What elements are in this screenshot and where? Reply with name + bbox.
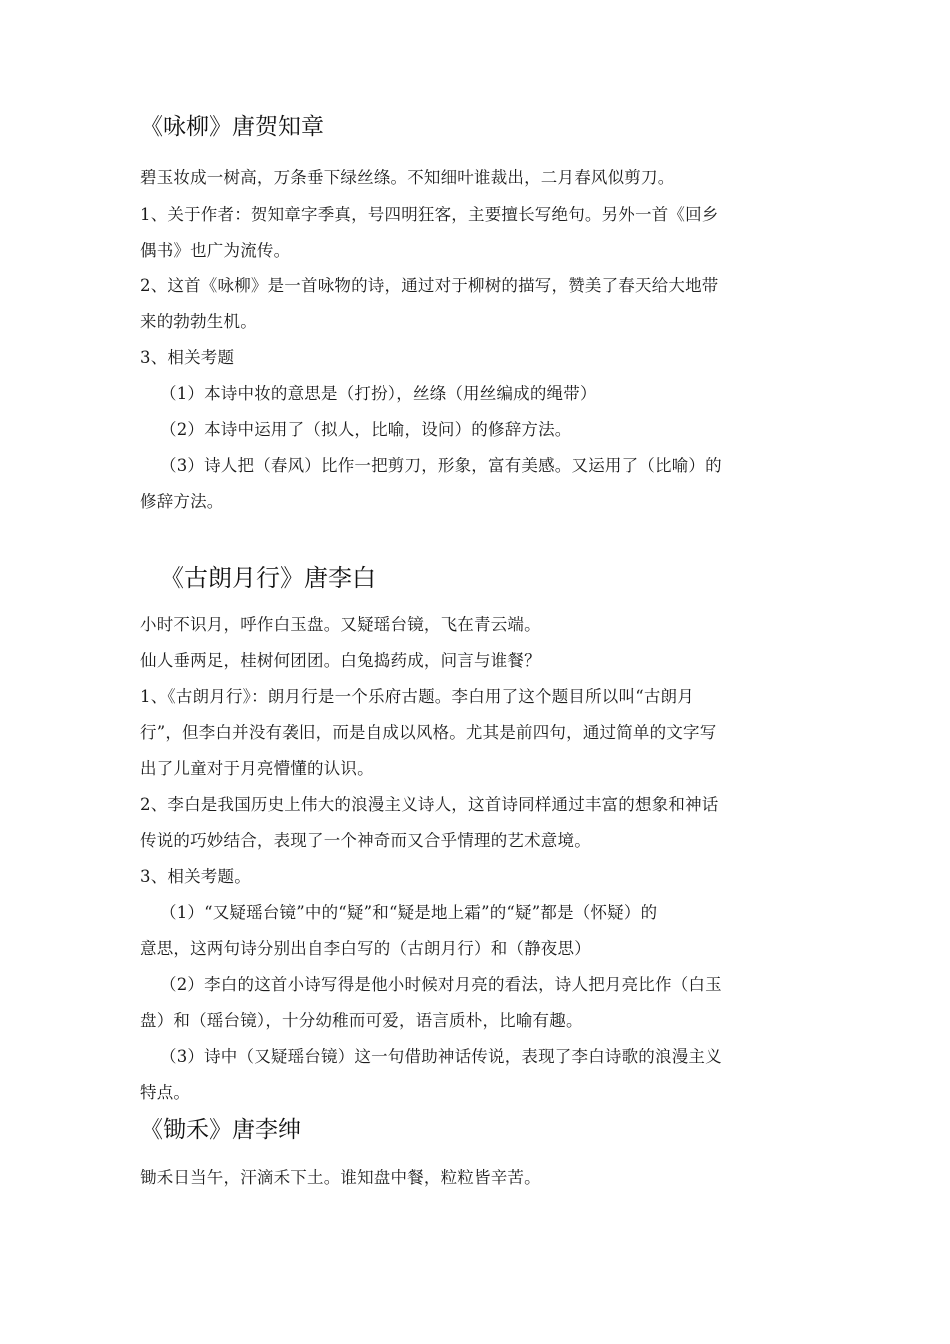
exam-item: （1）“又疑瑶台镜”中的“疑”和“疑是地上霜”的“疑”都是（怀疑）的 [160,903,658,922]
exam-item-cont: 盘）和（瑶台镜），十分幼稚而可爱，语言质朴，比喻有趣。 [140,1011,583,1030]
note-line: 2、这首《咏柳》是一首咏物的诗，通过对于柳树的描写，赞美了春天给大地带 [140,276,719,295]
poem-text: 碧玉妆成一树高，万条垂下绿丝绦。不知细叶谁裁出，二月春风似剪刀。 [140,168,675,187]
note-line: 传说的巧妙结合，表现了一个神奇而又合乎情理的艺术意境。 [140,831,591,850]
note-line: 来的勃勃生机。 [140,312,257,331]
poem-text: 小时不识月，呼作白玉盘。又疑瑶台镜，飞在青云端。 [140,615,541,634]
note-line: 偶书》也广为流传。 [140,241,291,260]
poem-title-chuhe: 《锄禾》唐李绅 [140,1117,301,1143]
exam-item-cont: 特点。 [140,1083,191,1102]
note-line: 出了儿童对于月亮懵懂的认识。 [140,759,374,778]
note-line: 1、关于作者：贺知章字季真，号四明狂客，主要擅长写绝句。另外一首《回乡 [140,205,719,224]
note-line: 1、《古朗月行》：朗月行是一个乐府古题。李白用了这个题目所以叫“古朗月 [140,687,694,706]
note-line: 行”，但李白并没有袭旧，而是自成以风格。尤其是前四句，通过简单的文字写 [140,723,717,742]
poem-text: 锄禾日当午，汗滴禾下土。谁知盘中餐，粒粒皆辛苦。 [140,1168,541,1187]
exam-item: （3）诗人把（春风）比作一把剪刀，形象，富有美感。又运用了（比喻）的 [160,456,722,475]
exam-item-cont: 意思，这两句诗分别出自李白写的（古朗月行）和（静夜思） [140,939,591,958]
exam-item: （2）本诗中运用了（拟人，比喻，设问）的修辞方法。 [160,420,572,439]
exam-item: （2）李白的这首小诗写得是他小时候对月亮的看法，诗人把月亮比作（白玉 [160,975,722,994]
exam-heading: 3、相关考题。 [140,867,251,886]
poem-text: 仙人垂两足，桂树何团团。白兔捣药成，问言与谁餐？ [140,651,541,670]
exam-item: （3）诗中（又疑瑶台镜）这一句借助神话传说，表现了李白诗歌的浪漫主义 [160,1047,722,1066]
exam-item-cont: 修辞方法。 [140,492,224,511]
note-line: 2、李白是我国历史上伟大的浪漫主义诗人，这首诗同样通过丰富的想象和神话 [140,795,719,814]
exam-item: （1）本诗中妆的意思是（打扮），丝绦（用丝编成的绳带） [160,384,597,403]
poem-title-yongliu: 《咏柳》唐贺知章 [140,114,324,140]
exam-heading: 3、相关考题 [140,348,235,367]
poem-title-gulangyuexing: 《古朗月行》唐李白 [160,564,376,592]
